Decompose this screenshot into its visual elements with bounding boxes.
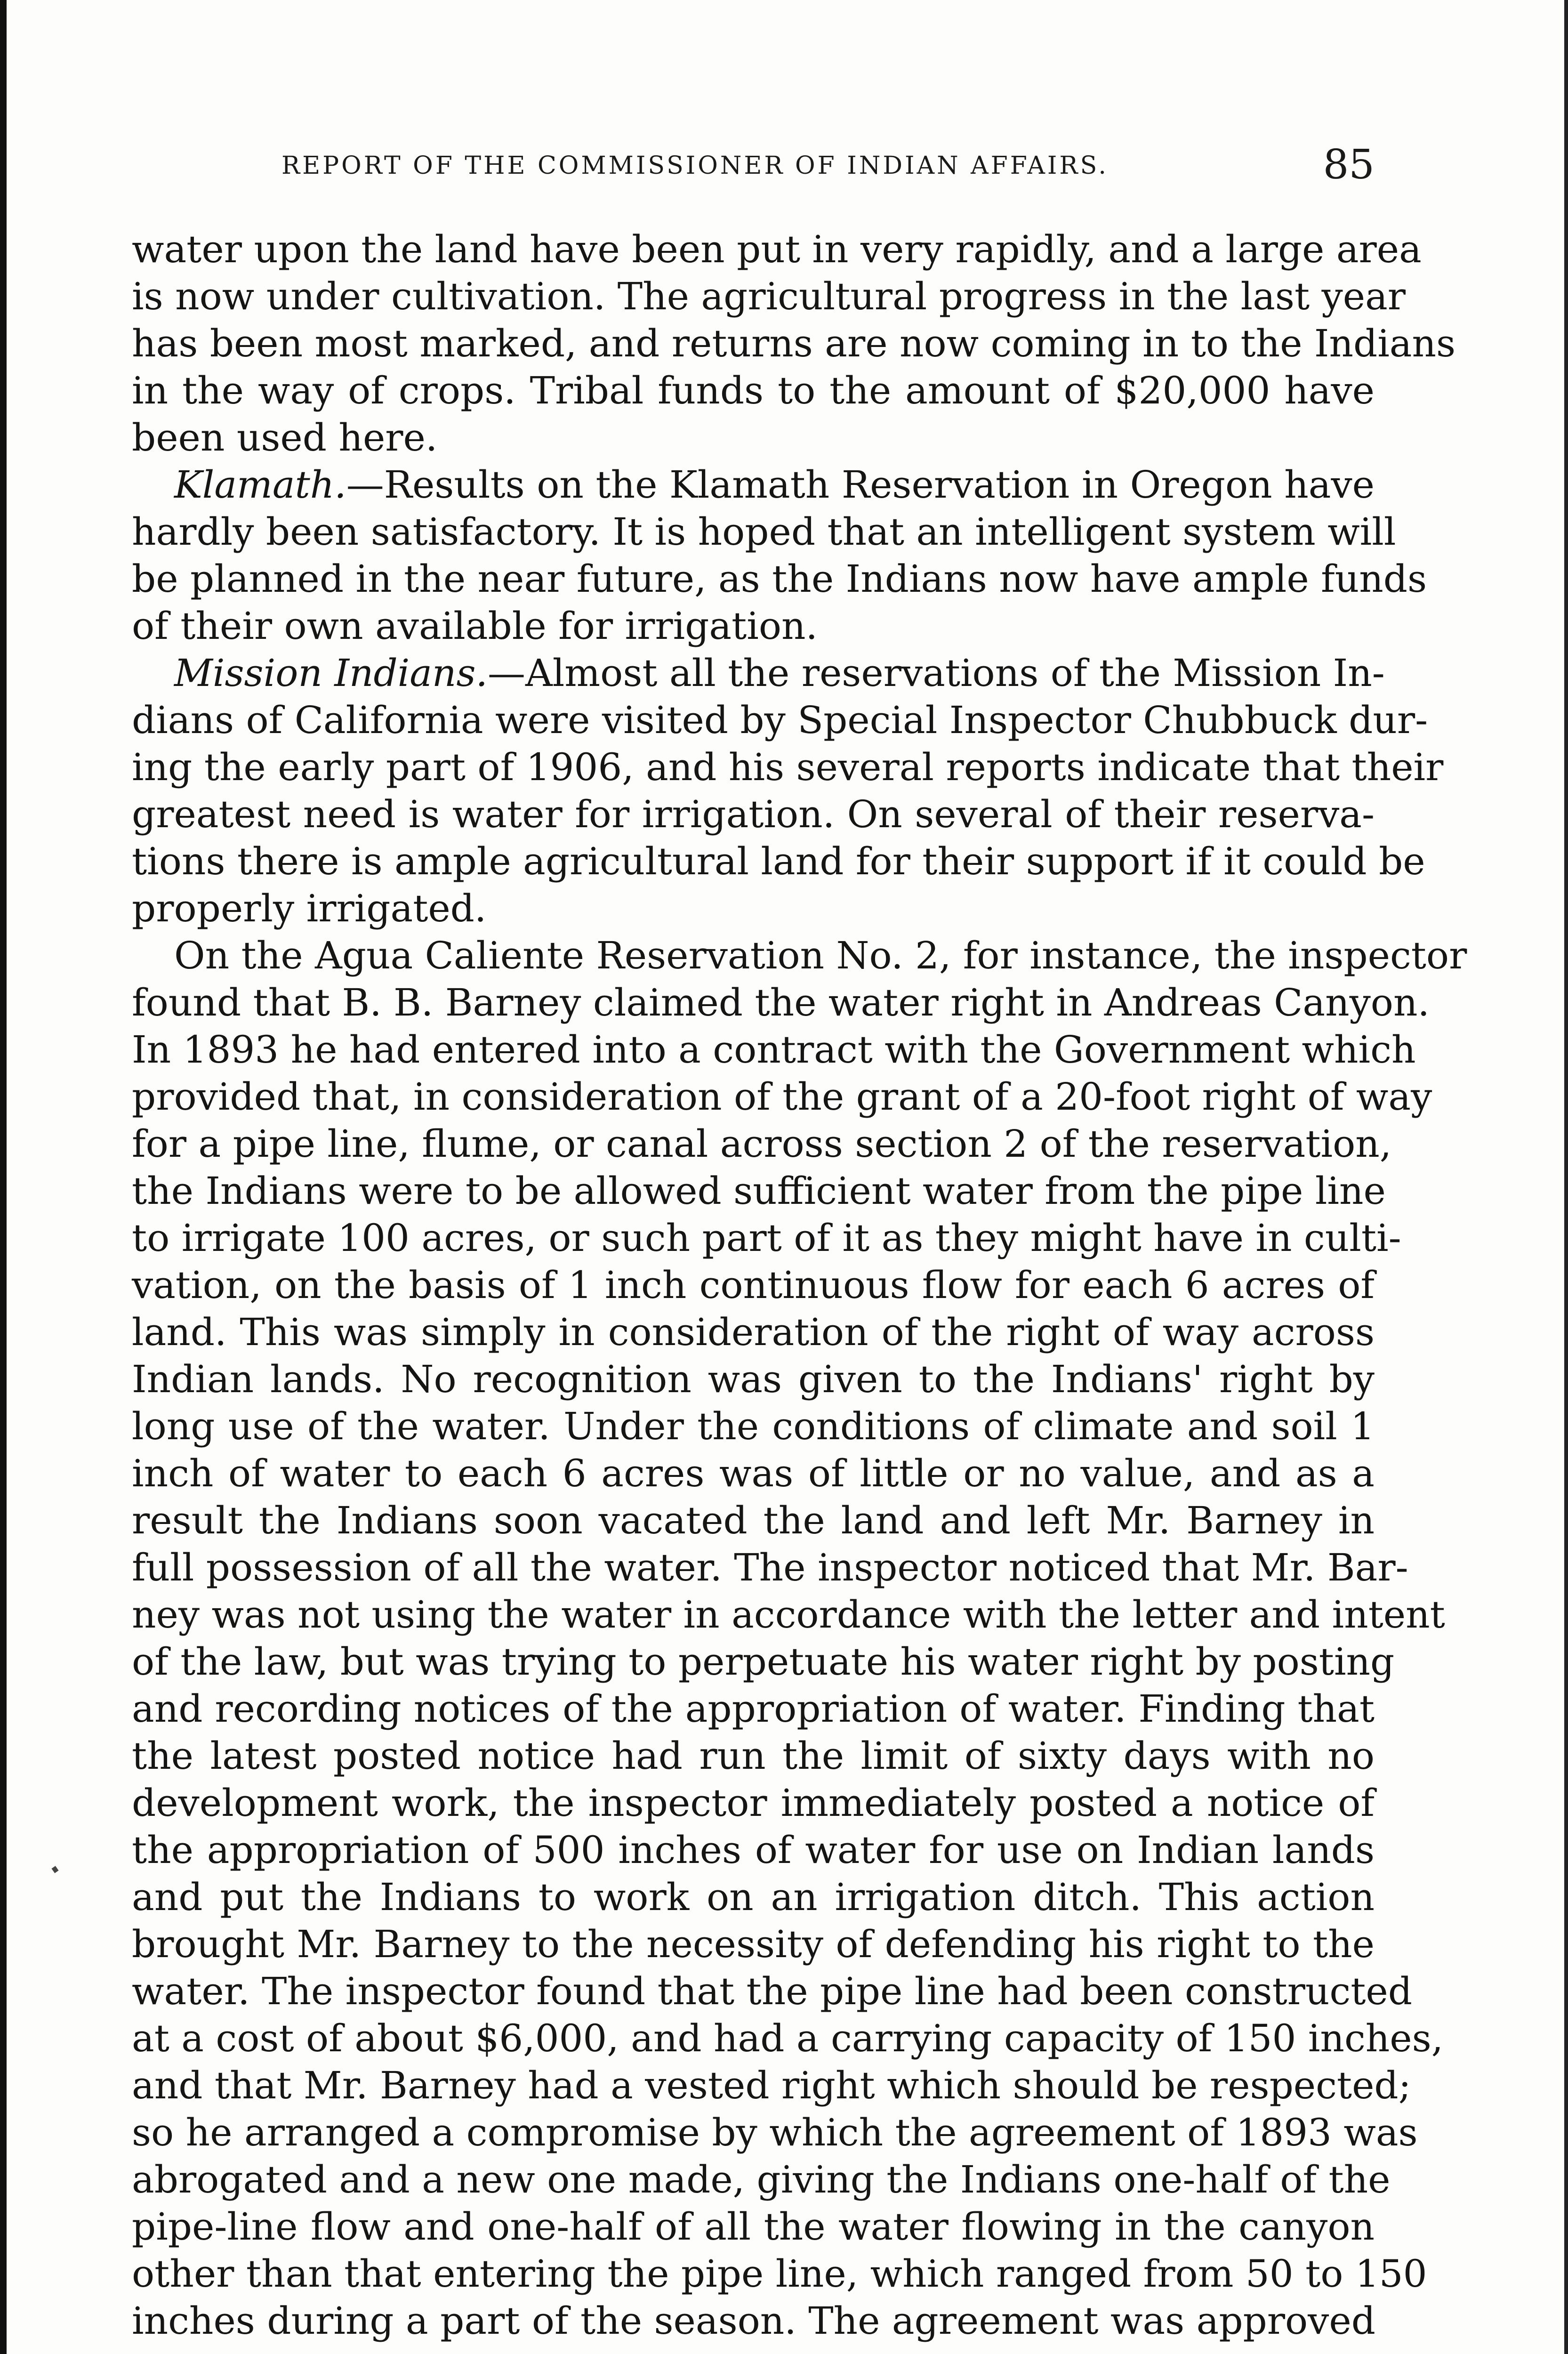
paragraph-4-line-27: abrogated and a new one made, giving the Indians one-half of the [132,2158,1391,2201]
paragraph-4-line-22: brought Mr. Barney to the necessity of defending his right to the [132,1922,1375,1966]
paragraph-4-line-18: the latest posted notice had run the limit of sixty days with no [132,1734,1375,1778]
paragraph-4-line-25: and that Mr. Barney had a vested right which should be respected; [132,2064,1411,2107]
paragraph-4-line-4: provided that, in consideration of the grant of a 20-foot right of way [132,1075,1432,1119]
paragraph-4-line-28: pipe-line flow and one-half of all the water flowing in the canyon [132,2205,1375,2249]
paragraph-1-line-3: has been most marked, and returns are now coming in to the Indians [132,322,1456,365]
paragraph-2-line-1 [132,461,1375,508]
paragraph-4-line-17: and recording notices of the appropriation of water. Finding that [132,1687,1375,1731]
paragraph-1-line-5: been used here. [132,416,438,460]
paragraph-4-line-5: for a pipe line, flume, or canal across section 2 of the reservation, [132,1122,1392,1166]
paragraph-4-line-7: to irrigate 100 acres, or such part of it as they might have in culti- [132,1216,1401,1260]
paragraph-3-line-2: dians of California were visited by Special Inspector Chubbuck dur- [132,698,1428,742]
paragraph-2-line-1-rest: —Results on the Klamath Reservation in Oregon have [346,463,1375,507]
paragraph-4-line-24: at a cost of about $6,000, and had a carrying capacity of 150 inches, [132,2016,1444,2060]
running-head: REPORT OF THE COMMISSIONER OF INDIAN AFFAIRS. [281,152,1109,180]
paragraph-4-line-29: other than that entering the pipe line, which ranged from 50 to 150 [132,2252,1427,2296]
paragraph-3-line-5: tions there is ample agricultural land for their support if it could be [132,839,1425,883]
scan-edge-right [1564,0,1568,2354]
paragraph-4-line-11: long use of the water. Under the conditions of climate and soil 1 [132,1404,1375,1448]
mission-indians-lead: Mission Indians. [174,651,488,695]
body-text [132,226,1467,2345]
page-header [132,141,1375,193]
paragraph-4-line-1: On the Agua Caliente Reservation No. 2, for instance, the inspector [174,934,1467,977]
paragraph-4-line-2: found that B. B. Barney claimed the water right in Andreas Canyon. [132,981,1430,1024]
paragraph-2-line-2: hardly been satisfactory. It is hoped that an intelligent system will [132,510,1396,554]
paragraph-4-line-3: In 1893 he had entered into a contract with the Government which [132,1028,1416,1072]
paragraph-4-line-20: the appropriation of 500 inches of water for use on Indian lands [132,1828,1375,1872]
paragraph-4-line-10: Indian lands. No recognition was given to the Indians' right by [132,1357,1375,1401]
paragraph-3-line-4: greatest need is water for irrigation. On several of their reserva- [132,792,1375,836]
paragraph-3-line-1 [132,650,1385,697]
paragraph-4-line-19: development work, the inspector immediately posted a notice of [132,1781,1375,1825]
paragraph-4-line-12: inch of water to each 6 acres was of little or no value, and as a [132,1451,1375,1495]
page-number: 85 [1323,141,1375,188]
klamath-lead: Klamath. [174,463,346,507]
paragraph-4-line-16: of the law, but was trying to perpetuate his water right by posting [132,1640,1395,1684]
paragraph-3-line-3: ing the early part of 1906, and his several reports indicate that their [132,745,1444,789]
paragraph-3-line-1-rest: —Almost all the reservations of the Mission In- [487,651,1385,695]
paragraph-1-line-2: is now under cultivation. The agricultural progress in the last year [132,274,1406,318]
paragraph-4-line-26: so he arranged a compromise by which the agreement of 1893 was [132,2111,1418,2154]
paragraph-2-line-3: be planned in the near future, as the Indians now have ample funds [132,557,1427,601]
stray-ink-mark [51,1866,58,1873]
paragraph-1-line-4: in the way of crops. Tribal funds to the amount of $20,000 have [132,369,1375,412]
paragraph-4-line-15: ney was not using the water in accordance with the letter and intent [132,1593,1445,1637]
paragraph-2-line-4: of their own available for irrigation. [132,604,818,648]
paragraph-4-line-14: full possession of all the water. The inspector noticed that Mr. Bar- [132,1546,1408,1589]
paragraph-3-line-6: properly irrigated. [132,887,487,930]
paragraph-4-line-30: inches during a part of the season. The agreement was approved [132,2299,1375,2343]
paragraph-4-line-23: water. The inspector found that the pipe line had been constructed [132,1969,1412,2013]
paragraph-4-line-6: the Indians were to be allowed sufficient water from the pipe line [132,1169,1386,1213]
paragraph-4-line-21: and put the Indians to work on an irrigation ditch. This action [132,1875,1375,1919]
paragraph-4-line-13: result the Indians soon vacated the land and left Mr. Barney in [132,1499,1375,1542]
paragraph-1-line-1: water upon the land have been put in very rapidly, and a large area [132,227,1422,271]
paragraph-4-line-8: vation, on the basis of 1 inch continuous flow for each 6 acres of [132,1263,1375,1307]
scan-edge-left [0,0,7,2354]
paragraph-4-line-9: land. This was simply in consideration of the right of way across [132,1310,1375,1354]
